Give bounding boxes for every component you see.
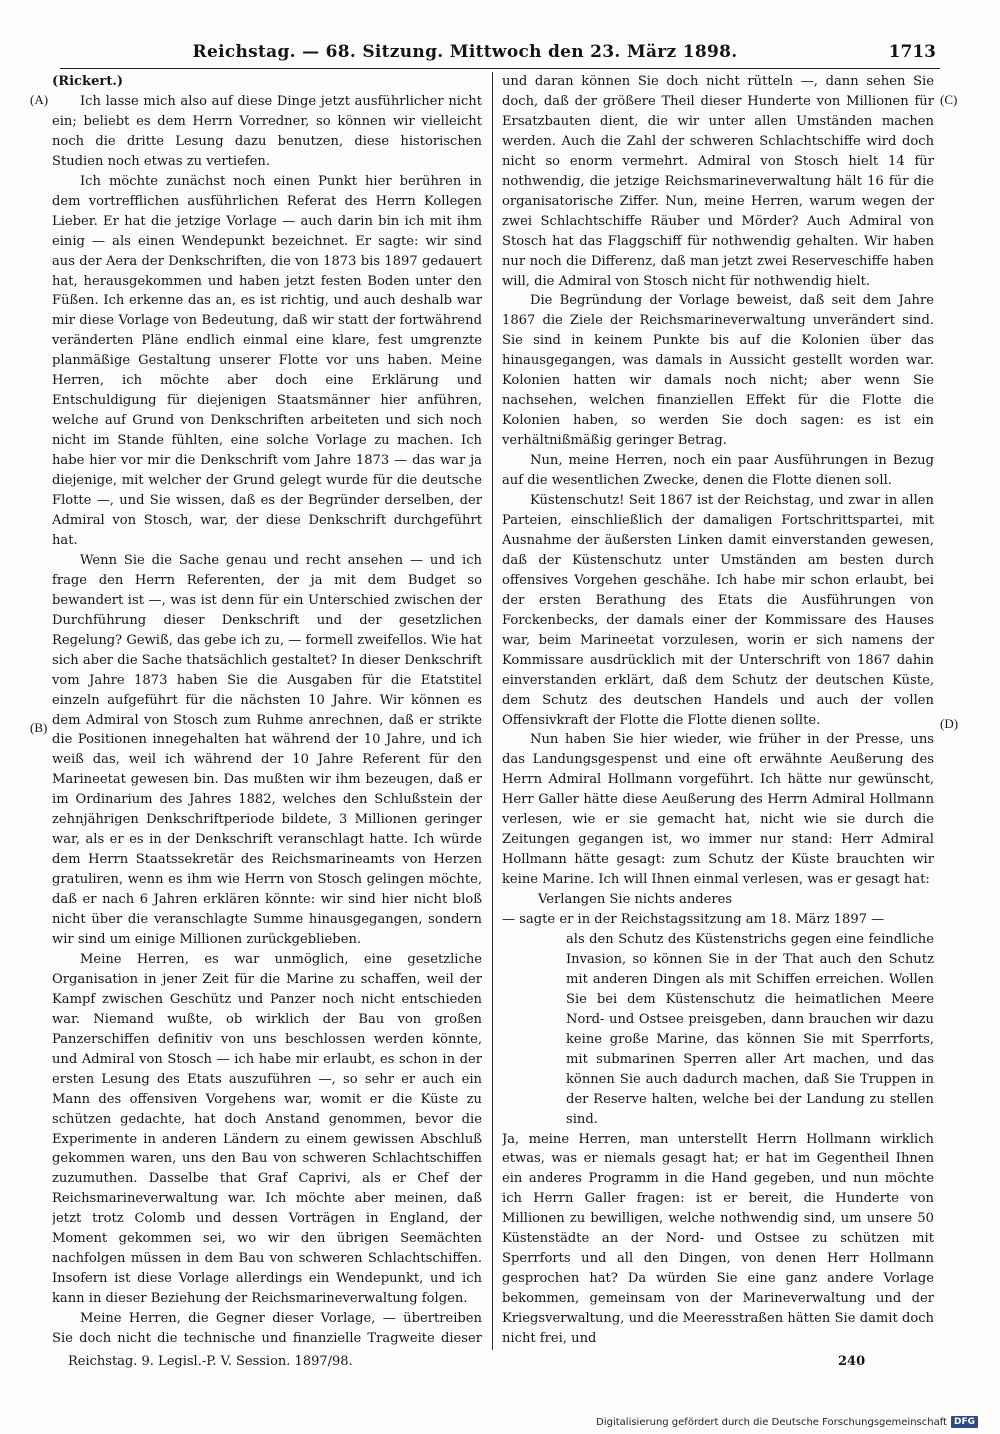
paragraph: Meine Herren, es war unmöglich, eine gesetzliche Organisation in jener Zeit für die Marine zu schaffen, weil der Kampf zwischen Geschütz und Panzer noch nicht entschieden war. Niemand wußte, ob wirklich der Bau von großen Panzerschiffen definitiv von uns beschlossen werden könnte, und Admiral von Stosch — ich habe mir erlaubt, es schon in der ersten Lesung des Etats auszuführen —, so sehr er auch ein Mann des offensiven Vorgehens war, womit er die Küste zu schützen gedachte, hat doch Anstand genommen, bevor die Experimente in anderen Ländern zu einem gewissen Abschluß gekommen waren, uns den Bau von schweren Schlachtschiffen zuzumuthen. Dasselbe that Graf Caprivi, als er Chef der Reichsmarineverwaltung war. Ich möchte aber meinen, daß jetzt trotz Colomb und dessen Vorträgen in England, der Moment gekommen sei, wo wir den übrigen Seemächten nachfolgen müssen in dem Bau von schweren Schlachtschiffen. Insofern ist diese Vorlage allerdings ein Wendepunkt, und ich kann in dieser Beziehung der Reichsmarineverwaltung folgen.: [52, 951, 482, 1307]
paragraph: Nun, meine Herren, noch ein paar Ausführungen in Bezug auf die wesentlichen Zwecke, denen die Flotte dienen soll.: [502, 453, 934, 489]
digitization-credit: [596, 1415, 978, 1429]
quoted-passage-start: Verlangen Sie nichts anderes: [538, 892, 733, 908]
quoted-passage: als den Schutz des Küstenstrichs gegen eine feindliche Invasion, so können Sie in der That auch den Schutz mit anderen Dingen als mit Schiffen erreichen. Wollen Sie bei dem Küstenschutz die heimatlichen Meere Nord- und Ostsee preisgeben, dann brauchen wir dazu keine große Marine, das können Sie mit Sperrforts, mit submarinen Sperren aller Art machen, und das können Sie auch dadurch machen, daß Sie Truppen in der Reserve halten, welche bei der Landung zu stellen sind.: [566, 931, 934, 1127]
paragraph: — sagte er in der Reichstagssitzung am 18. März 1897 —: [502, 912, 885, 928]
speaker-name: (Rickert.): [52, 74, 124, 89]
right-column: [502, 72, 934, 1350]
margin-marker-b: (B): [30, 720, 48, 735]
paragraph: und daran können Sie doch nicht rütteln —, dann sehen Sie doch, daß der größere Theil dieser Hunderte von Millionen für Ersatzbauten dient, die wir unter allen Umständen machen werden. Auch die Zahl der schweren Schlachtschiffe wird doch nicht so enorm vermehrt. Admiral von Stosch hielt 14 für nothwendig, die jetzige Reichsmarineverwaltung hält 16 für die organisatorische Ziffer. Nun, meine Herren, warum wegen der zwei Schlachtschiffe Räuber und Mörder? Auch Admiral von Stosch hat das Flaggschiff für nothwendig gehalten. Wir haben nur noch die Differenz, daß man jetzt zwei Reserveschiffe haben will, die Admiral von Stosch nicht für nothwendig hielt.: [502, 74, 934, 289]
margin-marker-a: (A): [30, 92, 49, 107]
footer-session-info: Reichstag. 9. Legisl.-P. V. Session. 1897/98.: [68, 1354, 353, 1369]
column-divider: [492, 72, 493, 1350]
paragraph: Nun haben Sie hier wieder, wie früher in der Presse, uns das Landungsgespenst und eine oft erwähnte Aeußerung des Herrn Admiral Hollmann vorgeführt. Ich hätte nur gewünscht, Herr Galler hätte diese Aeußerung des Herrn Admiral Hollmann verlesen, wie er sie gemacht hat, nicht wie sie durch die Zeitungen gegangen ist, wo immer nur stand: Herr Admiral Hollmann hätte gesagt: zum Schutz der Küste brauchten wir keine Marine. Ich will Ihnen einmal verlesen, was er gesagt hat:: [502, 732, 934, 888]
footer-sheet-number: 240: [838, 1354, 866, 1369]
paragraph: Ich möchte zunächst noch einen Punkt hier berühren in dem vortrefflichen ausführlichen Referat des Herrn Kollegen Lieber. Er hat die jetzige Vorlage — auch darin bin ich mit ihm einig — als einen Wendepunkt bezeichnet. Er sagte: wir sind aus der Aera der Denkschriften, die von 1873 bis 1897 gedauert hat, herausgekommen und haben jetzt festen Boden unter den Füßen. Ich erkenne das an, es ist richtig, und auch deshalb war mir diese Vorlage von Bedeutung, daß wir statt der fortwährend veränderten Pläne endlich einmal eine klare, fest umgrenzte planmäßige Gestaltung unserer Flotte vor uns haben. Meine Herren, ich möchte aber doch eine Erklärung und Entschuldigung für diejenigen Staatsmänner hier anführen, welche auf Grund von Denkschriften arbeiteten und sich noch nicht im Stande fühlten, eine solche Vorlage zu machen. Ich habe hier vor mir die Denkschrift vom Jahre 1873 — das war ja diejenige, mit welcher der Grund gelegt wurde für die deutsche Flotte —, und Sie wissen, daß es der Begründer derselben, der Admiral von Stosch, war, der diese Denkschrift durchgeführt hat.: [52, 173, 482, 548]
margin-marker-c: (C): [940, 92, 958, 107]
paragraph: Ja, meine Herren, man unterstellt Herrn Hollmann wirklich etwas, was er niemals gesagt hat; er hat im Gegentheil Ihnen ein anderes Programm in die Hand gegeben, und nun möchte ich Herrn Galler fragen: ist er bereit, die Hunderte von Millionen zu bewilligen, welche nothwendig sind, um unsere 50 Küstenstädte an der Nord- und Ostsee zu schützen mit Sperrforts und all den Dingen, von denen Herr Hollmann gesprochen hat? Da würden Sie eine ganz andere Vorlage bekommen, gemeinsam von der Marineverwaltung und der Kriegsverwaltung, und die Meeresstraßen hätten Sie damit doch nicht frei, und: [502, 1131, 934, 1347]
paragraph: Die Begründung der Vorlage beweist, daß seit dem Jahre 1867 die Ziele der Reichsmarineverwaltung unverändert sind. Sie sind in keinem Punkte bis auf die Kolonien über das hinausgegangen, was damals in Aussicht gestellt worden war. Kolonien hatten wir damals noch nicht; aber wenn Sie nachsehen, welchen finanziellen Effekt für die Flotte die Kolonien haben, so werden Sie doch sagen: es ist ein verhältnißmäßig geringer Betrag.: [502, 293, 934, 449]
dfg-logo: DFG: [951, 1416, 978, 1428]
page-header: [60, 40, 940, 69]
paragraph: Meine Herren, die Gegner dieser Vorlage, — übertreiben Sie doch nicht die technische und finanzielle Tragweite dieser: [52, 1311, 482, 1347]
page-footer: [60, 1354, 940, 1374]
page-number: 1713: [888, 42, 936, 62]
credit-text: Digitalisierung gefördert durch die Deutsche Forschungsgemeinschaft: [596, 1416, 947, 1428]
margin-marker-d: (D): [940, 716, 959, 731]
left-column: [52, 72, 482, 1350]
paragraph: Ich lasse mich also auf diese Dinge jetzt ausführlicher nicht ein; beliebt es dem Herrn Vorredner, so können wir vielleicht noch die dritte Lesung dazu benutzen, diese historischen Studien noch etwas zu vertiefen.: [52, 93, 482, 169]
running-title: Reichstag. — 68. Sitzung. Mittwoch den 23. März 1898.: [192, 42, 738, 62]
paragraph: Küstenschutz! Seit 1867 ist der Reichstag, und zwar in allen Parteien, einschließlich der damaligen Fortschrittspartei, mit Ausnahme der äußersten Linken damit einverstanden gewesen, daß der Küstenschutz unter Umständen am besten durch offensives Vorgehen geschähe. Ich habe mir schon erlaubt, bei der ersten Berathung des Etats die Ausführungen von Forckenbecks, der damals einer der Kommissare des Hauses war, beim Marineetat vorzulesen, worin er sich namens der Kommissare ausdrücklich mit der Unterschrift von 1867 dahin einverstanden erklärt, daß dem Schutz der deutschen Küste, dem Schutz des deutschen Handels und auch der vollen Offensivkraft der Flotte die Flotte dienen sollte.: [502, 493, 934, 728]
paragraph: Wenn Sie die Sache genau und recht ansehen — und ich frage den Herrn Referenten, der ja mit dem Budget so bewandert ist —, was ist denn für ein Unterschied zwischen der Durchführung dieser Denkschrift und der gesetzlichen Regelung? Gewiß, das gebe ich zu, — formell zweifellos. Wie hat sich aber die Sache thatsächlich gestaltet? In dieser Denkschrift vom Jahre 1873 haben Sie die Ausgaben für die Etatstitel einzeln aufgeführt für die nächsten 10 Jahre. Wir können es dem Admiral von Stosch zum Ruhme anrechnen, daß er strikte die Positionen innegehalten hat während der 10 Jahre, und ich weiß das, weil ich während der 10 Jahre Referent für den Marineetat gewesen bin. Das mußten wir ihm bezeugen, daß er im Ordinarium des Jahres 1882, welches den Schlußstein der zehnjährigen Denkschriftperiode bildete, 3 Millionen geringer war, als er es in der Denkschrift veranschlagt hatte. Ich würde dem Herrn Staatssekretär des Reichsmarineamts von Herzen gratuliren, wenn es ihm wie Herrn von Stosch gelingen möchte, daß er nach 6 Jahren erklären könnte: wir sind hier nicht bloß nicht über die veranschlagte Summe hinausgegangen, sondern wir sind um einige Millionen zurückgeblieben.: [52, 552, 482, 947]
